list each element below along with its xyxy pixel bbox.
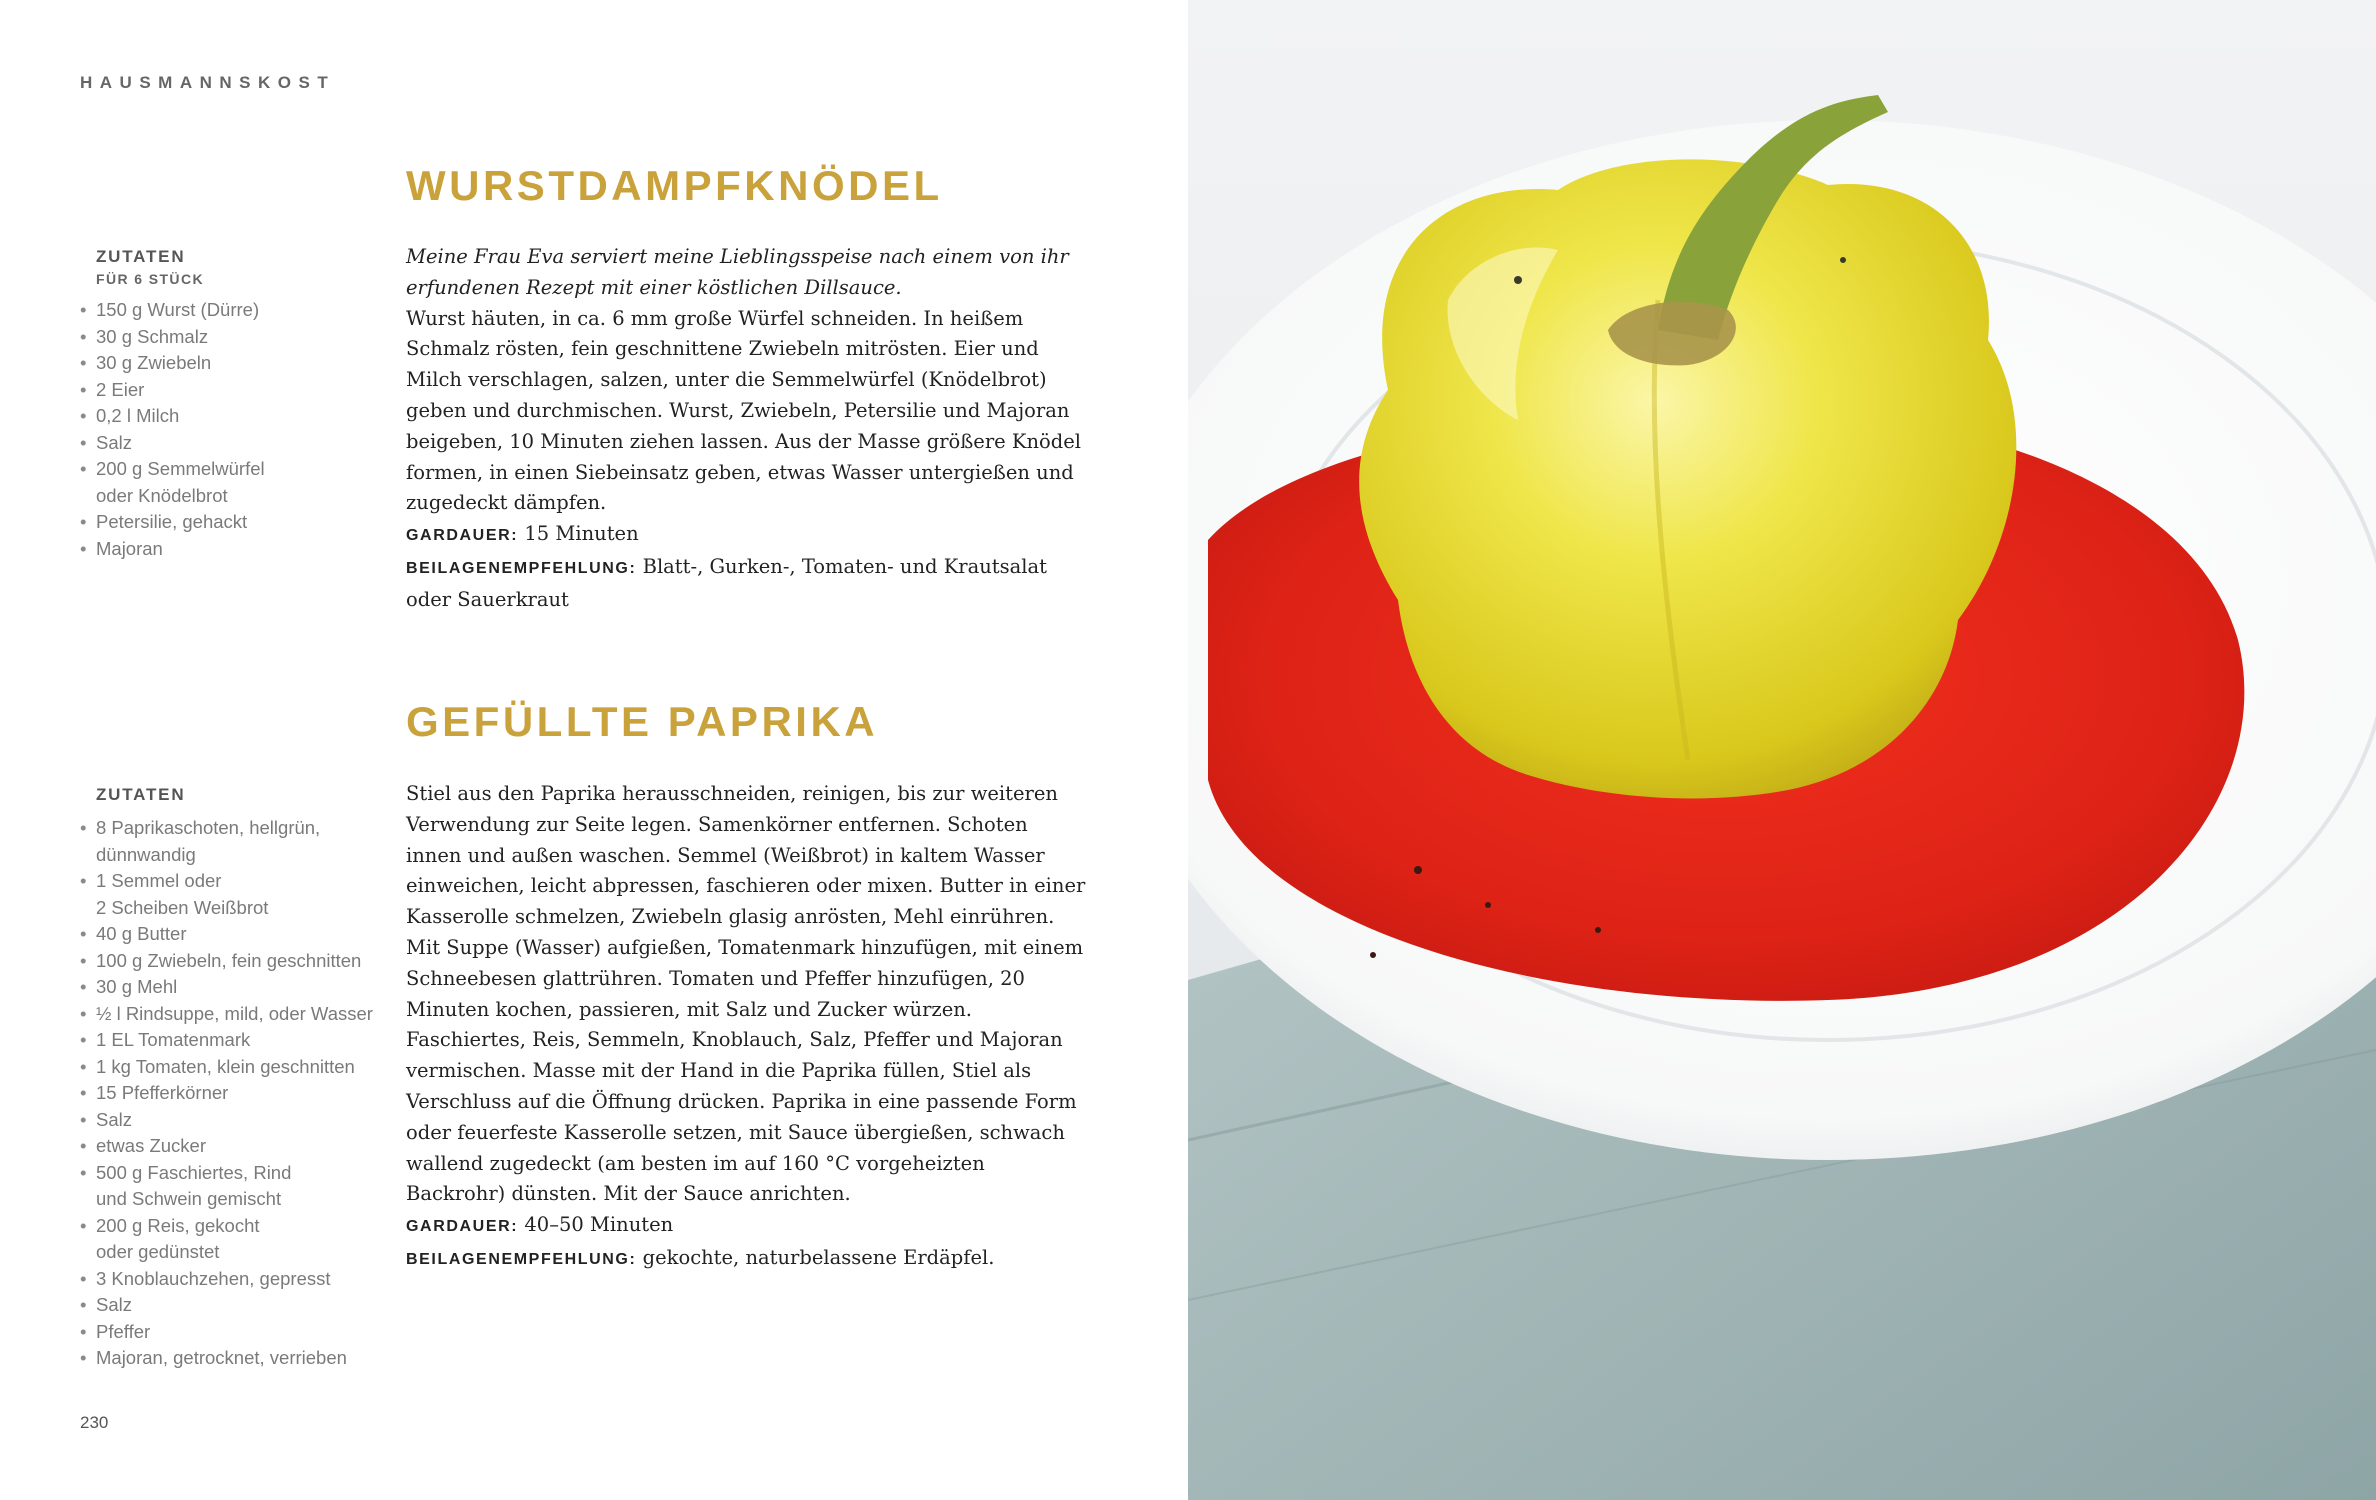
side-recommendation	[406, 552, 1086, 616]
cooking-time-label: GARDAUER:	[406, 527, 519, 545]
running-head: HAUSMANNSKOST	[80, 73, 336, 92]
ingredient-item: • 30 g Schmalz	[80, 324, 265, 351]
ingredient-item: • 30 g Zwiebeln	[80, 350, 265, 377]
pepper-speck	[1514, 276, 1522, 284]
recipe-text-gefuellte-paprika	[406, 779, 1086, 1276]
ingredients-heading: ZUTATEN	[96, 247, 186, 266]
cooking-time-value: 15 Minuten	[524, 522, 639, 546]
pepper-speck	[1485, 902, 1491, 908]
ingredient-item: • Salz	[80, 430, 265, 457]
cooking-time-label: GARDAUER:	[406, 1218, 519, 1236]
cooking-time	[406, 1210, 1086, 1243]
ingredient-item: • 30 g Mehl	[80, 974, 373, 1001]
ingredient-item: • 150 g Wurst (Dürre)	[80, 297, 265, 324]
side-recommendation-label: BEILAGENEMPFEHLUNG:	[406, 559, 637, 577]
ingredient-item: • Pfeffer	[80, 1319, 373, 1346]
ingredient-item: • ½ l Rindsuppe, mild, oder Wasser	[80, 1001, 373, 1028]
pepper-speck	[1370, 952, 1376, 958]
pepper-speck	[1595, 927, 1601, 933]
ingredient-item: • Petersilie, gehackt	[80, 509, 265, 536]
recipe-method: Stiel aus den Paprika herausschneiden, reinigen, bis zur weiteren Verwendung zur Seite legen. Samenkörner entfernen. Schoten innen und außen waschen. Semmel (Weißbrot) in kaltem Wasser einweichen, leicht abpressen, faschieren oder mixen. Butter in einer Kasserolle schmelzen, Zwiebeln glasig anrösten, Mehl einrühren. Mit Suppe (Wasser) aufgießen, Tomatenmark hinzufügen, mit einem Schneebesen glattrühren. Tomaten und Pfeffer hinzufügen, 20 Minuten kochen, passieren, mit Salz und Zucker würzen. Faschiertes, Reis, Semmeln, Knoblauch, Salz, Pfeffer und Majoran vermischen. Masse mit der Hand in die Paprika füllen, Stiel als Verschluss auf die Öffnung drücken. Paprika in eine passende Form oder feuerfeste Kasserolle setzen, mit Sauce übergießen, schwach wallend zugedeckt (am besten im auf 160 °C vorgeheizten Backrohr) dünsten. Mit der Sauce anrichten.	[406, 782, 1086, 1206]
recipe-title-wurstdampfknoedel: WURSTDAMPFKNÖDEL	[406, 162, 943, 209]
side-recommendation-value: Blatt-, Gurken-, Tomaten- und Krautsalat oder Sauerkraut	[406, 554, 1047, 611]
ingredient-item: • 200 g Semmelwürfel oder Knödelbrot	[80, 456, 265, 509]
ingredient-item: • Salz	[80, 1107, 373, 1134]
ingredient-item: • 0,2 l Milch	[80, 403, 265, 430]
ingredient-item: • 200 g Reis, gekocht oder gedünstet	[80, 1213, 373, 1266]
ingredient-item: • 1 Semmel oder 2 Scheiben Weißbrot	[80, 868, 373, 921]
photo-illustration	[1188, 0, 2376, 1500]
ingredient-item: • 1 kg Tomaten, klein geschnitten	[80, 1054, 373, 1081]
side-recommendation-label: BEILAGENEMPFEHLUNG:	[406, 1250, 637, 1268]
ingredient-item: • 3 Knoblauchzehen, gepresst	[80, 1266, 373, 1293]
ingredient-item: • etwas Zucker	[80, 1133, 373, 1160]
ingredients-list-gefuellte-paprika	[80, 785, 373, 1372]
cooking-time	[406, 519, 1086, 552]
ingredient-item: • Majoran, getrocknet, verrieben	[80, 1345, 373, 1372]
ingredient-item: • 8 Paprikaschoten, hellgrün, dünnwandig	[80, 815, 373, 868]
ingredient-item: • 100 g Zwiebeln, fein geschnitten	[80, 948, 373, 975]
ingredients-heading: ZUTATEN	[96, 785, 186, 804]
ingredient-item: • 500 g Faschiertes, Rind und Schwein gemischt	[80, 1160, 373, 1213]
recipe-method: Wurst häuten, in ca. 6 mm große Würfel schneiden. In heißem Schmalz rösten, fein geschnittene Zwiebeln mitrösten. Eier und Milch verschlagen, salzen, unter die Semmelwürfel (Knödelbrot) geben und durchmischen. Wurst, Zwiebeln, Petersilie und Majoran beigeben, 10 Minuten ziehen lassen. Aus der Masse größere Knödel formen, in einen Siebeinsatz geben, etwas Wasser untergießen und zugedeckt dämpfen.	[406, 306, 1082, 515]
side-recommendation	[406, 1243, 1086, 1276]
pepper-speck	[1414, 866, 1422, 874]
recipe-intro: Meine Frau Eva serviert meine Lieblingsspeise nach einem von ihr erfundenen Rezept mit einer köstlichen Dillsauce.	[406, 245, 1069, 299]
ingredient-item: • 2 Eier	[80, 377, 265, 404]
ingredient-item: • Majoran	[80, 536, 265, 563]
ingredient-item: • Salz	[80, 1292, 373, 1319]
side-recommendation-value: gekochte, naturbelassene Erdäpfel.	[642, 1245, 995, 1269]
cooking-time-value: 40–50 Minuten	[524, 1213, 674, 1237]
recipe-title-gefuellte-paprika: GEFÜLLTE PAPRIKA	[406, 698, 879, 745]
ingredient-item: • 1 EL Tomatenmark	[80, 1027, 373, 1054]
ingredients-yield: FÜR 6 STÜCK	[96, 271, 204, 287]
recipe-text-wurstdampfknoedel	[406, 242, 1086, 616]
page-number: 230	[80, 1413, 109, 1432]
pepper-speck	[1840, 257, 1846, 263]
food-photo-stuffed-pepper	[1188, 0, 2376, 1500]
ingredients-list-wurstdampfknoedel	[80, 247, 265, 562]
ingredient-item: • 40 g Butter	[80, 921, 373, 948]
ingredient-item: • 15 Pfefferkörner	[80, 1080, 373, 1107]
